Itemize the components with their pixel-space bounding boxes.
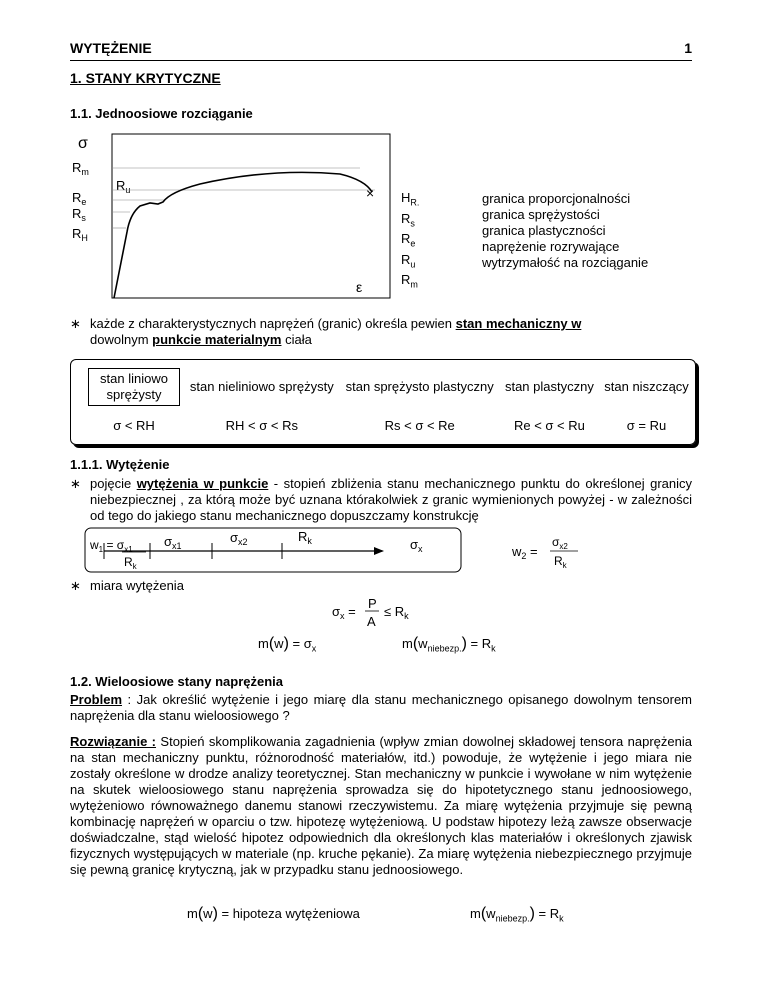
formula-m-w-niebezp: $m(w_{niebezp.}) = R_k$	[402, 635, 496, 654]
bullet-text: każde z charakterystycznych naprężeń (granic) określa pewien stan mechaniczny w dowolnym punkcie materialnym ciała	[90, 316, 582, 347]
section-1-1-title: 1.1. Jednoosiowe rozciąganie	[70, 106, 253, 121]
section-1-1-1-title: 1.1.1. Wytężenie	[70, 457, 170, 472]
state-condition: Re < σ < Ru	[513, 418, 585, 433]
legend-symbol: $H_{R.}$	[401, 190, 420, 208]
legend-description: granica sprężystości	[482, 207, 600, 222]
svg-text:σx =: $\sigma_x$ =	[332, 604, 356, 621]
legend-symbol: $R_s$	[401, 210, 415, 229]
rupture-mark: ×	[366, 185, 375, 201]
bullet-star: ∗	[70, 476, 81, 491]
legend-symbol: $R_u$	[401, 251, 416, 270]
state-condition: Rs < σ < Re	[384, 418, 455, 433]
state-name: stan sprężysto plastyczny	[345, 379, 494, 394]
legend-description: naprężenie rozrywające	[482, 239, 620, 254]
svg-text:P: P	[368, 596, 377, 611]
svg-text:≤ Rk: ≤ $R_k$	[384, 604, 409, 621]
legend-symbol: $R_m$	[401, 272, 418, 290]
svg-text:σx2: $\sigma_{x2}$	[552, 535, 568, 551]
states-table	[84, 366, 694, 444]
state-name: stan nieliniowo sprężysty	[189, 379, 334, 394]
stress-strain-diagram	[70, 132, 392, 302]
formula-sigma-x	[332, 596, 452, 632]
legend-description: granica plastyczności	[482, 223, 606, 238]
bullet-text: miara wytężenia	[90, 578, 184, 593]
bullet-star: ∗	[70, 316, 81, 331]
solution-label: Rozwiązanie :	[70, 734, 157, 749]
rh-label: $R_H$	[72, 226, 88, 243]
state-condition: σ < RH	[113, 418, 155, 433]
rm-label: $R_m$	[72, 160, 89, 177]
legend-descriptions	[482, 191, 648, 271]
page-number: 1	[684, 40, 692, 56]
state-condition: σ = Ru	[626, 418, 667, 433]
w1-denominator: $R_k$	[124, 555, 137, 571]
sx2-label: $\sigma_{x2}$	[230, 530, 248, 547]
axis-frame	[85, 528, 461, 572]
svg-text:Rk: $R_k$	[554, 554, 567, 568]
problem-paragraph	[70, 692, 692, 724]
state-name: stan niszczący	[604, 379, 689, 394]
formula-m-w: $m(w) = \sigma_x$	[258, 635, 317, 654]
sx-label: $\sigma_x$	[410, 537, 423, 554]
svg-text:A: A	[367, 614, 376, 629]
epsilon-axis-label: ε	[356, 279, 363, 295]
section-1-2-title: 1.2. Wieloosiowe stany naprężenia	[70, 674, 284, 689]
sx1-label: $\sigma_{x1}$	[164, 534, 182, 551]
w2-fraction	[512, 534, 582, 568]
header-rule	[70, 60, 692, 61]
state-name: stan liniowo sprężysty	[84, 366, 184, 408]
state-condition: RH < σ < Rs	[225, 418, 298, 433]
legend-symbol: $R_e$	[401, 231, 416, 249]
bullet-wytezenie	[70, 476, 692, 524]
header-title: WYTĘŻENIE	[70, 40, 152, 56]
diagram-frame	[112, 134, 390, 298]
re-label: $R_e$	[72, 190, 87, 207]
solution-text: Stopień skomplikowania zagadnienia (wpływ zmian dowolnej składowej tensora naprężenia na stan mechaniczny punktu, różnorodność materiałów, itd.) powoduje, że wytężenie i jego miara nie zostały określone w drodze analizy teoretycznej. Stan mechaniczny w punkcie i wywołane w nim wytężenie na skutek wieloosiowego stanu naprężenia sprowadza się do hipotetycznego stanu jednoosiowego, wytężeniowo równoważnego danemu stanowi rzeczywistemu. Za miarę wytężenia przyjmuje się pewną kombinację naprężeń w oparciu o tzw. hipotezę wytężeniową. U podstaw hipotezy leżą zawsze obserwacje doświadczalne, stąd wielość hipotez odpowiednich dla określonych klas materiałów i określonych zjawisk fizycznych występujących w materiale (np. kruche pękanie). Za miarę wytężenia niebezpiecznego przyjmuje się pewną granicę krytyczną, jak w przypadku stanu jednoosiowego.	[70, 734, 692, 877]
sigma-axis-label: σ	[78, 135, 88, 152]
rk-label: $R_k$	[298, 529, 312, 546]
legend-description: wytrzymałość na rozciąganie	[482, 255, 649, 270]
bullet-states	[70, 316, 692, 348]
section-1-title: 1. STANY KRYTYCZNE	[70, 70, 221, 86]
bullet-star: ∗	[70, 578, 81, 593]
final-formula-hipoteza: m(w) = hipoteza wytężeniowa	[187, 905, 360, 922]
bullet-text: pojęcie wytężenia w punkcie - stopień zbliżenia stanu mechanicznego punktu do określonej granicy niebezpiecznej , za którą może być uznana którakolwiek z granic wymienionych powyżej - w zależności od tego do jakiego stanu mechanicznego dopuszczamy konstrukcję	[90, 476, 693, 523]
bullet-miara	[70, 578, 692, 594]
w1-label: $w_1 = \sigma_{x1}$	[90, 538, 133, 554]
ru-label: $R_u$	[116, 178, 131, 195]
rs-label: $R_s$	[72, 206, 86, 223]
page-header	[70, 40, 692, 56]
w2-formula	[512, 534, 582, 571]
legend-description: granica proporcjonalności	[482, 191, 631, 206]
sigma-axis-diagram	[84, 527, 464, 575]
solution-paragraph	[70, 734, 692, 878]
svg-text:w2 =: $w_2$ =	[512, 544, 538, 561]
state-name: stan plastyczny	[504, 379, 594, 394]
problem-text: : Jak określić wytężenie i jego miarę dla stanu mechanicznego opisanego dowolnym tensorem naprężenia dla stanu wieloosiowego ?	[70, 692, 692, 723]
final-formula-niebezp: $m(w_{niebezp.}) = R_k$	[470, 905, 564, 924]
legend-symbols	[401, 190, 419, 293]
problem-label: Problem	[70, 692, 123, 707]
